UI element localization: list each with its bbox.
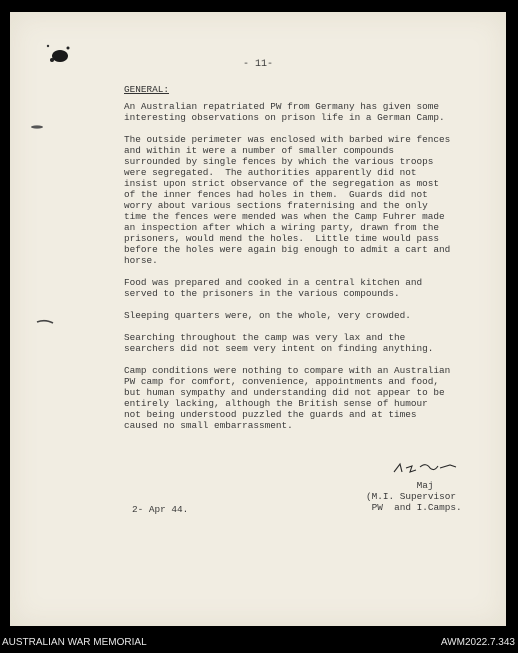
document-body	[124, 101, 496, 442]
paragraph: Camp conditions were nothing to compare with an Australian PW camp for comfort, convenience, appointments and food, but human sympathy and understanding did not appear to be entirely lacking, although the British sense of humour not being understood puzzled the guards and at times caused no small embarrassment.	[124, 365, 451, 431]
document-page	[10, 12, 506, 626]
paragraph: Searching throughout the camp was very lax and the searchers did not seem very intent on finding anything.	[124, 332, 434, 354]
paragraph: Food was prepared and cooked in a central kitchen and served to the prisoners in the various compounds.	[124, 277, 423, 299]
footer-accession-number: AWM2022.7.343	[440, 637, 515, 648]
section-heading: GENERAL:	[124, 84, 170, 95]
paragraph: An Australian repatriated PW from Germany has given some interesting observations on prison life in a German Camp.	[124, 101, 445, 123]
paragraph: The outside perimeter was enclosed with barbed wire fences and within it were a number of smaller compounds surrounded by single fences by which the various troops were segregated. The authorities apparently did not insist upon strict observance of the segregation as most of the inner fences had holes in them. Guards did not worry about various sections fraternising and the only time the fences were mended was when the Camp Fuhrer made an inspection after which a wiring party, drawn from the prisoners, would mend the holes. Little time would pass before the holes were again big enough to admit a cart and horse.	[124, 134, 451, 266]
document-date: 2- Apr 44.	[132, 504, 189, 515]
handwritten-signature-icon	[390, 458, 460, 478]
signature-block: Maj (M.I. Supervisor PW and I.Camps.	[366, 480, 462, 513]
paper-mark-icon	[30, 124, 44, 130]
paper-mark-icon	[36, 318, 54, 326]
footer-archive-name: AUSTRALIAN WAR MEMORIAL	[2, 637, 147, 648]
page-number: - 11-	[242, 59, 273, 70]
paragraph: Sleeping quarters were, on the whole, very crowded.	[124, 310, 411, 321]
